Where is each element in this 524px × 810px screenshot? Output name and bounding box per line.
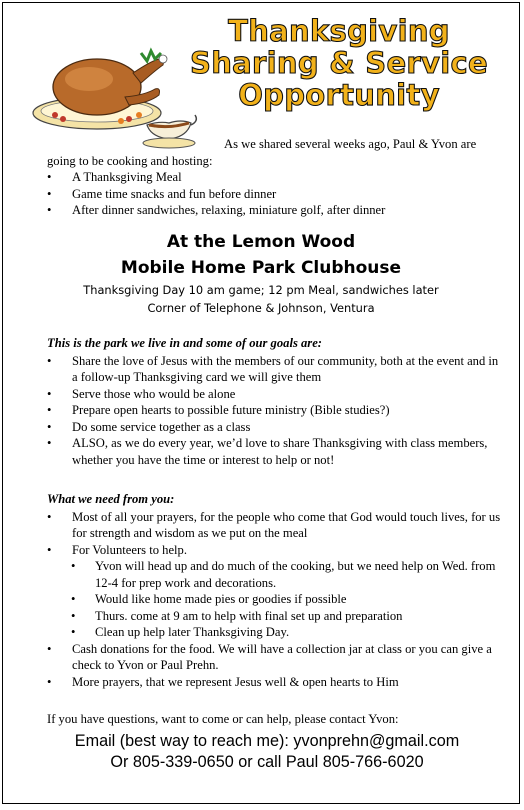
goals-section	[47, 335, 501, 468]
list-item: • Prepare open hearts to possible future ministry (Bible studies?)	[47, 402, 501, 419]
volunteers-label: For Volunteers to help.	[72, 542, 187, 557]
intro-paragraph	[47, 136, 517, 169]
intro-line-1: As we shared several weeks ago, Paul & Yvon are	[224, 137, 477, 151]
list-item: • Serve those who would be alone	[47, 386, 501, 403]
title-line-1: Thanksgiving	[228, 14, 450, 48]
needs-heading: What we need from you:	[47, 492, 175, 506]
event-schedule: Thanksgiving Day 10 am game; 12 pm Meal, sandwiches later	[83, 283, 439, 297]
event-location: Corner of Telephone & Johnson, Ventura	[147, 301, 375, 315]
contact-email: Email (best way to reach me): yvonprehn@gmail.com	[74, 731, 460, 750]
hosting-list	[47, 169, 517, 219]
contact-phone: Or 805-339-0650 or call Paul 805-766-6020	[110, 752, 424, 771]
needs-list	[47, 509, 501, 691]
title-line-2: Sharing & Service	[190, 46, 488, 80]
list-item: • Cash donations for the food. We will have a collection jar at class or you can give a check to Yvon or Paul Prehn.	[47, 641, 501, 674]
sublist-item: • Clean up help later Thanksgiving Day.	[47, 624, 501, 641]
intro-line-2: going to be cooking and hosting:	[47, 153, 213, 168]
list-item: • Share the love of Jesus with the members of our community, both at the event and in a follow-up Thanksgiving card we will give them	[47, 353, 501, 386]
title-line-3: Opportunity	[238, 78, 440, 112]
flyer-title	[189, 15, 489, 111]
list-item: • Do some service together as a class	[47, 419, 501, 436]
needs-section	[47, 491, 501, 690]
venue-block	[3, 229, 519, 317]
sublist-item: • Would like home made pies or goodies if possible	[47, 591, 501, 608]
contact-text: If you have questions, want to come or can help, please contact Yvon:	[47, 712, 399, 726]
sublist-item: • Thurs. come at 9 am to help with final set up and preparation	[47, 608, 501, 625]
goals-list	[47, 353, 501, 469]
flyer-page	[2, 2, 520, 804]
goals-heading: This is the park we live in and some of our goals are:	[47, 336, 322, 350]
list-item: • After dinner sandwiches, relaxing, miniature golf, after dinner	[47, 202, 517, 219]
list-item: • Game time snacks and fun before dinner	[47, 186, 517, 203]
sublist-item: • Yvon will head up and do much of the cooking, but we need help on Wed. from 12-4 for prep work and decorations.	[47, 558, 501, 591]
venue-name-line-1: At the Lemon Wood	[166, 232, 356, 252]
volunteer-sublist	[47, 558, 501, 641]
list-item: • ALSO, as we do every year, we’d love to share Thanksgiving with class members, whether you have the time or interest to help or not!	[47, 435, 501, 468]
contact-section	[47, 711, 517, 773]
list-item: • Most of all your prayers, for the people who come that God would touch lives, for us for strength and wisdom as we put on the meal	[47, 509, 501, 542]
list-item: • A Thanksgiving Meal	[47, 169, 517, 186]
venue-name-line-2: Mobile Home Park Clubhouse	[120, 258, 402, 278]
list-item	[47, 542, 501, 641]
list-item: • More prayers, that we represent Jesus well & open hearts to Him	[47, 674, 501, 691]
roast-turkey-illustration	[29, 39, 199, 151]
